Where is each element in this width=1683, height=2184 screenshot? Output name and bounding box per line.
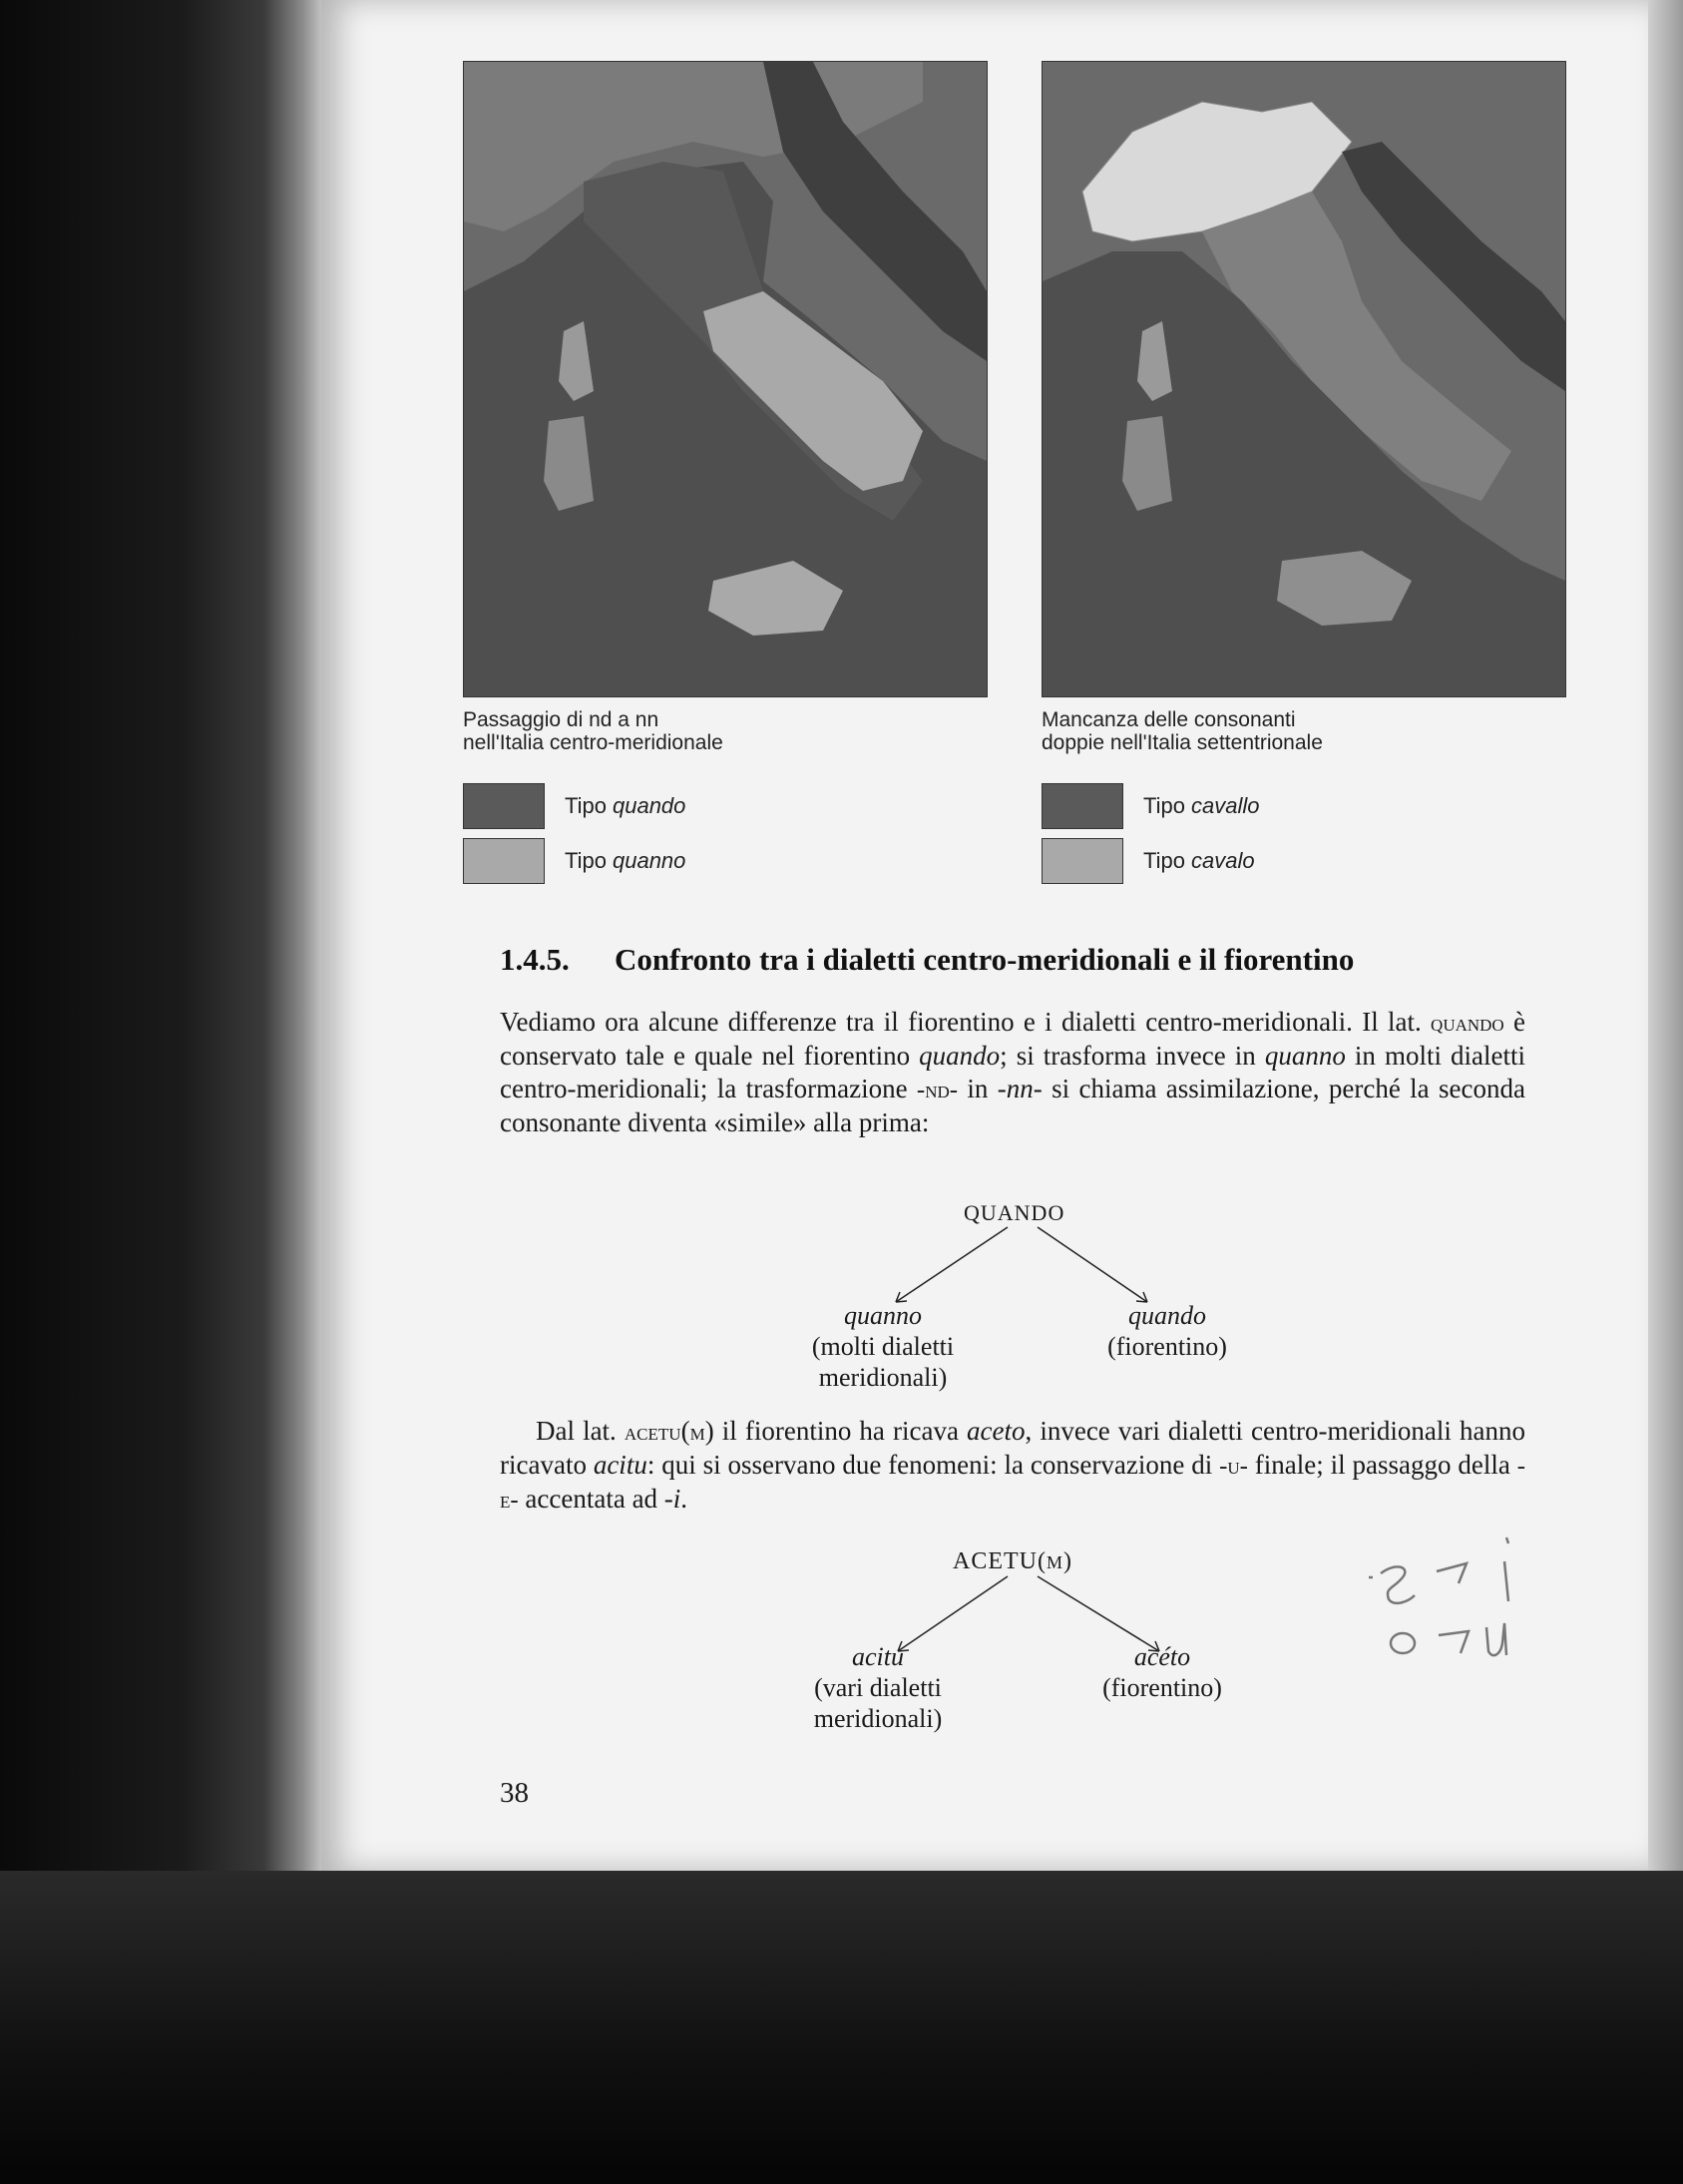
book-spine-shadow [0,0,329,2184]
legend-prefix: Tipo [1143,848,1185,873]
paragraph-acetu: Dal lat. acetu(m) il fiorentino ha ricava aceto, invece vari dialetti centro-meridionali hanno ricavato acitu: qui si osservano due fenomeni: la conservazione di -u- finale; il passaggo della -e- accentata ad -i. [500,1416,1525,1514]
map-caption-right [1042,708,1323,754]
tree1-arrows [878,1222,1177,1312]
legend-quanno [463,838,685,884]
map-doppie [1042,61,1566,697]
legend-swatch-dark [463,783,545,829]
legend-swatch-light [463,838,545,884]
tree2-left: acitu (vari dialetti meridionali) [813,1642,943,1733]
legend-prefix: Tipo [565,793,607,818]
legend-term: quando [612,793,686,818]
paragraph-quando: Vediamo ora alcune differenze tra il fiorentino e i dialetti centro-meridionali. Il lat. quando è conservato tale e quale nel fiorentino quando; si trasforma invece in quanno in molti dialetti centro-meridionali; la trasformazione -nd- in -nn- si chiama assimilazione, perché la seconda consonante diventa «simile» alla prima: [500,1007,1526,1137]
legend-cavallo [1042,783,1259,829]
section-number: 1.4.5. [500,942,570,977]
legend-term: cavalo [1190,848,1255,873]
legend-term: quanno [612,848,686,873]
legend-swatch-dark [1042,783,1123,829]
italy-map-cavallo-cavalo [1043,62,1565,696]
caption-line: nell'Italia centro-meridionale [463,731,723,754]
legend-term: cavallo [1190,793,1260,818]
section-heading [500,942,1354,978]
tree2-root: ACETU(M) [953,1548,1073,1574]
section-title: Confronto tra i dialetti centro-meridionali e il fiorentino [615,942,1355,977]
scan-bottom-shadow [0,1871,1683,2184]
tree1-left: quanno (molti dialetti meridionali) [811,1301,955,1392]
tree2-right: acéto (fiorentino) [1102,1642,1222,1702]
caption-line: Mancanza delle consonanti [1042,708,1296,731]
page-edge [1648,0,1683,1871]
handwritten-note-icon [1367,1531,1546,1671]
caption-line: doppie nell'Italia settentrionale [1042,731,1323,754]
page-number: 38 [500,1777,529,1809]
legend-prefix: Tipo [565,848,607,873]
tree1-root: QUANDO [964,1200,1065,1225]
legend-quando [463,783,685,829]
caption-line: Passaggio di nd a nn [463,708,659,731]
legend-prefix: Tipo [1143,793,1185,818]
tree1-right: quando (fiorentino) [1107,1301,1227,1361]
map-caption-left [463,708,723,754]
map-nd-nn [463,61,988,697]
legend-swatch-light [1042,838,1123,884]
legend-cavalo [1042,838,1255,884]
italy-map-quando-quanno [464,62,987,696]
